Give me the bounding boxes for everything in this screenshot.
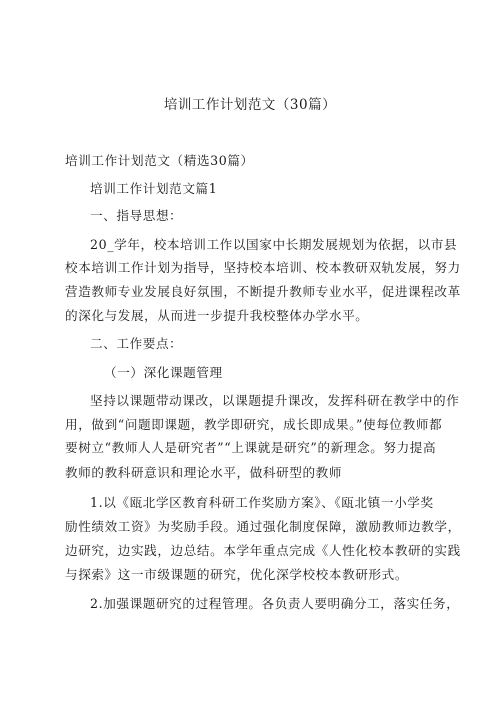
paragraph-line: 20_学年，校本培训工作以国家中长期发展规划为依据，以市县	[90, 237, 458, 252]
paragraph-line: 边研究，边实践，边总结。本学年重点完成《人性化校本教研的实践	[65, 543, 461, 558]
paragraph-line: 的深化与发展，从而进一步提升我校整体办学水平。	[65, 308, 369, 323]
document-title: 培训工作计划范文（30篇）	[163, 97, 337, 113]
paragraph-line: 营造教师专业发展良好氛围，不断提升教师专业水平，促进课程改革	[65, 284, 461, 299]
paragraph-line: 校本培训工作计划为指导，坚持校本培训、校本教研双轨发展，努力	[65, 260, 461, 275]
paragraph-line: 要树立“教师人人是研究者”“上课就是研究”的新理念。努力提高	[65, 440, 437, 455]
paragraph-line: 用，做到“问题即课题，教学即研究，成长即成果。”使每位教师都	[65, 417, 443, 432]
paragraph-line: 坚持以课题带动课改，以课题提升课改，发挥科研在教学中的作	[90, 393, 460, 408]
heading-guiding-thought: 一、指导思想：	[90, 208, 183, 223]
paragraph-line: 与探索》这一市级课题的研究，优化深学校校本教研形式。	[65, 567, 409, 582]
paragraph-line: 励性绩效工资》为奖励手段。通过强化制度保障，激励教师边教学，	[65, 519, 461, 534]
section-title: 培训工作计划范文篇1	[90, 181, 218, 196]
heading-work-points: 二、工作要点：	[90, 336, 183, 351]
paragraph-line: 2.加强课题研究的过程管理。各负责人要明确分工，落实任务，	[90, 596, 460, 611]
paragraph-line: 教师的教科研意识和理论水平，做科研型的教师	[65, 465, 343, 480]
document-subtitle: 培训工作计划范文（精选30篇）	[65, 153, 254, 168]
subheading-topic-management: （一）深化课题管理	[104, 365, 223, 380]
paragraph-line: 1.以《瓯北学区教育科研工作奖励方案》、《瓯北镇一小学奖	[90, 495, 434, 510]
